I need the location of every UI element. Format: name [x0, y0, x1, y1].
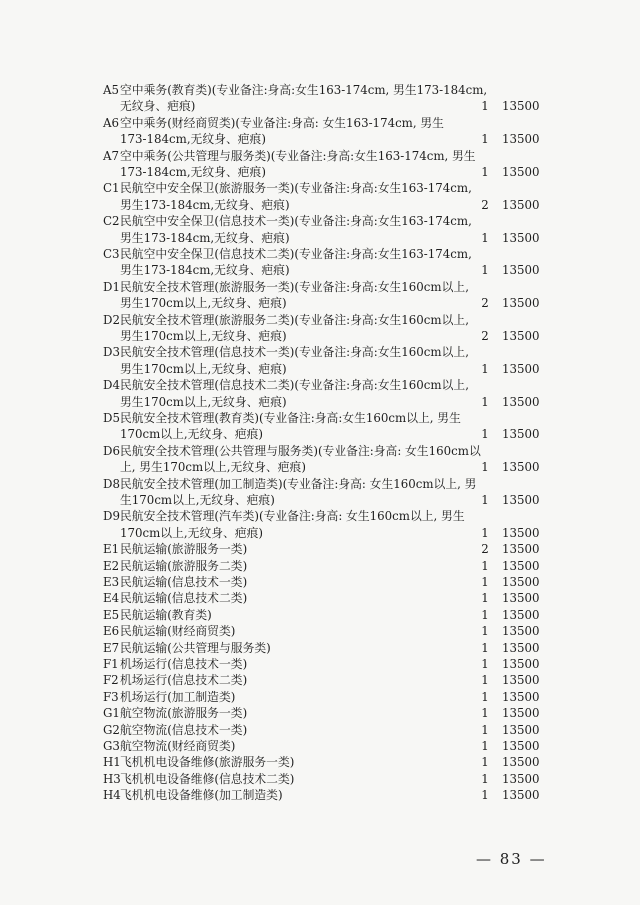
table-row [0, 476, 640, 493]
plan-count: 1 [481, 165, 489, 179]
tuition-fee: 13500 [502, 689, 540, 704]
tuition-fee: 13500 [502, 575, 540, 589]
major-code: D2 [103, 312, 120, 327]
plan-count: 1 [481, 394, 489, 409]
table-row [0, 410, 640, 427]
major-description: 男生173-184cm,无纹身、疤痕) [120, 263, 290, 278]
plan-count: 2 [481, 197, 489, 212]
table-row [0, 82, 640, 99]
tuition-fee: 13500 [502, 771, 540, 786]
major-code: D6 [103, 443, 120, 458]
major-description: 男生170cm以上,无纹身、疤痕) [120, 296, 287, 311]
table-row [0, 640, 640, 657]
tuition-fee: 13500 [502, 329, 540, 343]
major-code: D9 [103, 509, 120, 524]
table-row [0, 722, 640, 739]
plan-count: 1 [481, 99, 489, 114]
major-description: 民航空中安全保卫(信息技术二类)(专业备注:身高:女生163-174cm, [120, 247, 472, 261]
table-row [0, 394, 640, 411]
major-description: 民航安全技术管理(公共管理与服务类)(专业备注:身高: 女生160cm以 [120, 443, 481, 458]
tuition-fee: 13500 [502, 542, 540, 557]
plan-count: 1 [481, 624, 489, 639]
table-row [0, 131, 640, 148]
plan-count: 1 [481, 739, 489, 753]
table-row [0, 656, 640, 673]
tuition-fee: 13500 [502, 558, 540, 573]
major-code: E1 [103, 542, 120, 557]
major-description: 男生170cm以上,无纹身、疤痕) [120, 361, 287, 376]
major-code: D5 [103, 411, 120, 425]
tuition-fee: 13500 [502, 739, 540, 753]
table-row [0, 230, 640, 247]
plan-count: 1 [481, 591, 489, 606]
table-row [0, 623, 640, 640]
major-description: 无纹身、疤痕) [120, 99, 196, 114]
major-code: C3 [103, 247, 120, 261]
table-row [0, 279, 640, 296]
tuition-fee: 13500 [502, 706, 540, 721]
plan-count: 1 [481, 575, 489, 589]
major-description: 民航运输(教育类) [120, 607, 212, 622]
table-row [0, 115, 640, 132]
major-code: F2 [103, 673, 119, 688]
major-description: 飞机机电设备维修(信息技术二类) [120, 771, 295, 786]
table-row [0, 459, 640, 476]
table-row [0, 328, 640, 345]
plan-count: 1 [481, 493, 489, 507]
major-description: 空中乘务(教育类)(专业备注:身高:女生163-174cm, 男生173-184cm, [120, 83, 488, 97]
table-row [0, 705, 640, 722]
plan-count: 1 [481, 788, 489, 803]
plan-count: 1 [481, 607, 489, 622]
major-description: 机场运行(信息技术二类) [120, 673, 248, 688]
tuition-fee: 13500 [502, 165, 540, 179]
plan-count: 2 [481, 329, 489, 343]
table-row [0, 787, 640, 804]
table-row [0, 672, 640, 689]
table-row [0, 426, 640, 443]
major-code: C1 [103, 181, 120, 196]
major-code: D8 [103, 476, 120, 491]
plan-count: 1 [481, 657, 489, 671]
major-description: 民航运输(信息技术一类) [120, 575, 248, 589]
major-code: G2 [103, 722, 120, 737]
major-description: 民航运输(旅游服务二类) [120, 558, 248, 573]
table-row [0, 689, 640, 706]
tuition-fee: 13500 [502, 197, 540, 212]
major-description: 民航运输(财经商贸类) [120, 624, 236, 639]
major-description: 机场运行(加工制造类) [120, 689, 236, 704]
plan-count: 1 [481, 640, 489, 655]
major-code: C2 [103, 214, 120, 229]
plan-count: 1 [481, 771, 489, 786]
major-description: 173-184cm,无纹身、疤痕) [120, 132, 266, 147]
major-description: 男生173-184cm,无纹身、疤痕) [120, 197, 290, 212]
major-description: 民航安全技术管理(旅游服务二类)(专业备注:身高:女生160cm以上, [120, 312, 469, 327]
table-row [0, 180, 640, 197]
major-description: 170cm以上,无纹身、疤痕) [120, 525, 264, 540]
table-row [0, 771, 640, 788]
plan-count: 1 [481, 427, 489, 442]
major-code: E7 [103, 640, 120, 655]
table-row [0, 164, 640, 181]
major-code: E2 [103, 558, 120, 573]
table-row [0, 213, 640, 230]
table-row [0, 295, 640, 312]
tuition-fee: 13500 [502, 624, 540, 639]
tuition-fee: 13500 [502, 640, 540, 655]
table-row [0, 377, 640, 394]
major-description: 飞机机电设备维修(加工制造类) [120, 788, 283, 803]
plan-count: 1 [481, 460, 489, 475]
plan-count: 1 [481, 230, 489, 245]
tuition-fee: 13500 [502, 394, 540, 409]
table-row [0, 508, 640, 525]
major-description: 生170cm以上,无纹身、疤痕) [120, 493, 275, 507]
major-code: G1 [103, 706, 120, 721]
major-code: E4 [103, 591, 120, 606]
major-description: 民航运输(信息技术二类) [120, 591, 248, 606]
plan-count: 1 [481, 132, 489, 147]
plan-count: 1 [481, 558, 489, 573]
tuition-fee: 13500 [502, 525, 540, 540]
major-description: 民航运输(旅游服务一类) [120, 542, 248, 557]
table-row [0, 262, 640, 279]
plan-count: 1 [481, 525, 489, 540]
plan-count: 1 [481, 263, 489, 278]
table-row [0, 525, 640, 542]
tuition-fee: 13500 [502, 755, 540, 770]
tuition-fee: 13500 [502, 132, 540, 147]
table-row [0, 361, 640, 378]
table-row [0, 312, 640, 329]
major-code: G3 [103, 739, 120, 753]
table-row [0, 197, 640, 214]
major-description: 民航空中安全保卫(旅游服务一类)(专业备注:身高:女生163-174cm, [120, 181, 472, 196]
table-row [0, 148, 640, 165]
tuition-fee: 13500 [502, 361, 540, 376]
tuition-fee: 13500 [502, 99, 540, 114]
plan-count: 1 [481, 689, 489, 704]
plan-count: 2 [481, 296, 489, 311]
major-description: 航空物流(财经商贸类) [120, 739, 236, 753]
plan-count: 1 [481, 706, 489, 721]
plan-count: 1 [481, 673, 489, 688]
page-number: — 83 — [476, 850, 547, 868]
major-code: D4 [103, 378, 120, 393]
major-description: 民航安全技术管理(信息技术二类)(专业备注:身高:女生160cm以上, [120, 378, 469, 393]
tuition-fee: 13500 [502, 230, 540, 245]
major-description: 上, 男生170cm以上,无纹身、疤痕) [120, 460, 306, 475]
major-code: H4 [103, 788, 121, 803]
table-row [0, 443, 640, 460]
major-code: E6 [103, 624, 120, 639]
tuition-fee: 13500 [502, 673, 540, 688]
tuition-fee: 13500 [502, 722, 540, 737]
major-description: 空中乘务(财经商贸类)(专业备注:身高: 女生163-174cm, 男生 [120, 115, 444, 130]
plan-count: 2 [481, 542, 489, 557]
tuition-fee: 13500 [502, 591, 540, 606]
major-code: A5 [103, 83, 120, 97]
major-code: A7 [103, 148, 120, 163]
major-description: 民航安全技术管理(信息技术一类)(专业备注:身高:女生160cm以上, [120, 345, 469, 360]
tuition-fee: 13500 [502, 460, 540, 475]
tuition-fee: 13500 [502, 607, 540, 622]
major-code: D3 [103, 345, 120, 360]
major-code: F1 [103, 657, 119, 671]
plan-count: 1 [481, 722, 489, 737]
major-description: 航空物流(旅游服务一类) [120, 706, 248, 721]
table-row [0, 98, 640, 115]
major-description: 民航安全技术管理(旅游服务一类)(专业备注:身高:女生160cm以上, [120, 279, 469, 294]
major-code: A6 [103, 115, 120, 130]
table-row [0, 607, 640, 624]
tuition-fee: 13500 [502, 296, 540, 311]
major-code: E5 [103, 607, 120, 622]
table-row [0, 246, 640, 263]
table-row [0, 541, 640, 558]
major-description: 男生170cm以上,无纹身、疤痕) [120, 394, 287, 409]
major-code: H3 [103, 771, 121, 786]
plan-count: 1 [481, 361, 489, 376]
major-code: H1 [103, 755, 121, 770]
tuition-fee: 13500 [502, 788, 540, 803]
table-row [0, 754, 640, 771]
table-row [0, 492, 640, 509]
major-description: 男生173-184cm,无纹身、疤痕) [120, 230, 290, 245]
major-description: 民航安全技术管理(教育类)(专业备注:身高:女生160cm以上, 男生 [120, 411, 461, 425]
tuition-fee: 13500 [502, 427, 540, 442]
major-description: 民航安全技术管理(加工制造类)(专业备注:身高: 女生160cm以上, 男 [120, 476, 477, 491]
plan-count: 1 [481, 755, 489, 770]
major-code: F3 [103, 689, 119, 704]
major-code: D1 [103, 279, 120, 294]
major-description: 170cm以上,无纹身、疤痕) [120, 427, 264, 442]
major-description: 民航安全技术管理(汽车类)(专业备注:身高: 女生160cm以上, 男生 [120, 509, 465, 524]
major-description: 民航运输(公共管理与服务类) [120, 640, 271, 655]
major-description: 173-184cm,无纹身、疤痕) [120, 165, 266, 179]
major-description: 航空物流(信息技术一类) [120, 722, 248, 737]
table-row [0, 344, 640, 361]
tuition-fee: 13500 [502, 657, 540, 671]
major-code: E3 [103, 575, 120, 589]
table-row [0, 590, 640, 607]
major-description: 男生170cm以上,无纹身、疤痕) [120, 329, 287, 343]
tuition-fee: 13500 [502, 263, 540, 278]
table-row [0, 738, 640, 755]
major-description: 民航空中安全保卫(信息技术一类)(专业备注:身高:女生163-174cm, [120, 214, 472, 229]
tuition-fee: 13500 [502, 493, 540, 507]
table-row [0, 574, 640, 591]
table-row [0, 558, 640, 575]
major-description: 空中乘务(公共管理与服务类)(专业备注:身高:女生163-174cm, 男生 [120, 148, 476, 163]
major-description: 飞机机电设备维修(旅游服务一类) [120, 755, 295, 770]
major-description: 机场运行(信息技术一类) [120, 657, 248, 671]
